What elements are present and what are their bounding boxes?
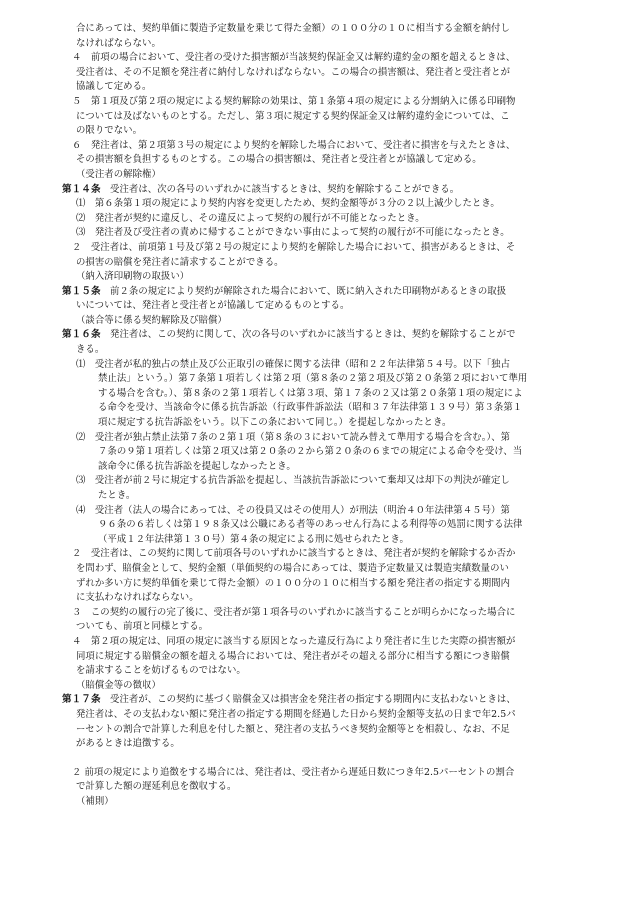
line-text: ーセントの割合で計算した利息を付した額と、発注者の支払うべき契約金額等とを相殺し、なお、不足 bbox=[76, 723, 510, 735]
text-line bbox=[62, 489, 590, 504]
text-line bbox=[62, 66, 590, 81]
line-text: で計算した額の遅延利息を徴収する。 bbox=[76, 781, 237, 793]
line-text: ６ 発注者は、第２項第３号の規定により契約を解除した場合において、受注者に損害を与えたときは、 bbox=[72, 139, 516, 151]
text-line bbox=[62, 387, 590, 402]
line-text: （賠償金等の徴収） bbox=[76, 679, 161, 691]
article-heading-line bbox=[62, 285, 590, 300]
line-text: ４ 第２項の規定は、同項の規定に該当する原因となった違反行為により発注者に生じた実際の損害額が bbox=[72, 635, 516, 647]
line-text: 合にあっては、契約単価に製造予定数量を乗じて得た金額）の１００分の１０に相当する金額を納付し bbox=[76, 23, 510, 34]
text-line bbox=[62, 533, 590, 548]
line-text: ２ 前項の規定により追徴をする場合には、発注者は、受注者から遅延日数につき年2.5パーセントの割合 bbox=[72, 766, 515, 778]
line-text: ⑴ 受注者が私的独占の禁止及び公正取引の確保に関する法律（昭和２２年法律第５４号。以下「独占 bbox=[76, 358, 511, 370]
text-line bbox=[62, 226, 590, 241]
text-line bbox=[62, 445, 590, 460]
line-text: を問わず、賠償金として、契約金額（単価契約の場合にあっては、製造予定数量又は製造実績数量のい bbox=[76, 562, 509, 574]
text-line bbox=[62, 780, 590, 795]
line-text: 受注者は、その不足額を発注者に納付しなければならない。この場合の損害額は、発注者と受注者とが bbox=[76, 66, 511, 78]
line-text: に支払わなければならない。 bbox=[76, 592, 199, 604]
line-text: 同項に規定する賠償金の額を超える場合においては、発注者がその超える部分に相当する額につき賠償 bbox=[76, 650, 510, 662]
article-number: 第１４条 bbox=[62, 183, 101, 195]
line-text: （談合等に係る契約解除及び賠償） bbox=[76, 314, 227, 326]
line-text: 受注者が、この契約に基づく賠償金又は損害金を発注者の指定する期間内に支払わないときは、 bbox=[100, 694, 516, 706]
text-line bbox=[62, 606, 590, 621]
text-line bbox=[62, 80, 590, 95]
line-text: ２ 受注者は、この契約に関して前項各号のいずれかに該当するときは、発注者が契約を解除するか否か bbox=[72, 548, 516, 560]
line-text: ９６条の６若しくは第１９８条又は公職にある者等のあっせん行為による利得等の処罰に関する法律 bbox=[98, 519, 523, 531]
line-text: の損害の賠償を発注者に請求することができる。 bbox=[76, 256, 284, 268]
text-line bbox=[62, 95, 590, 110]
line-text: があるときは追徴する。 bbox=[76, 738, 180, 750]
line-text: ついても、前項と同様とする。 bbox=[76, 621, 209, 633]
text-line bbox=[62, 37, 590, 52]
line-text: る命令を受け、当該命令に係る抗告訴訟（行政事件訴訟法（昭和３７年法律第１３９号）第３条第１ bbox=[98, 402, 523, 414]
line-text: （受注者の解除権） bbox=[76, 168, 161, 180]
text-line bbox=[62, 723, 590, 738]
line-text: きる。 bbox=[76, 344, 105, 356]
paragraph-gap bbox=[62, 752, 590, 766]
text-line bbox=[62, 577, 590, 592]
article-heading-line bbox=[62, 328, 590, 343]
text-line bbox=[62, 664, 590, 679]
text-line bbox=[62, 766, 590, 781]
text-line bbox=[62, 401, 590, 416]
text-line bbox=[62, 620, 590, 635]
line-text: ずれか多い方に契約単価を乗じて得た金額）の１００分の１０に相当する額を発注者の指定する期間内 bbox=[76, 577, 511, 589]
line-text: ５ 第１項及び第２項の規定による契約解除の効果は、第１条第４項の規定による分割納入に係る印刷物 bbox=[72, 95, 516, 107]
text-line bbox=[62, 650, 590, 665]
article-caption bbox=[62, 679, 590, 694]
text-line bbox=[62, 372, 590, 387]
article-number: 第１５条 bbox=[62, 285, 101, 297]
text-line bbox=[62, 416, 590, 431]
text-line bbox=[62, 256, 590, 271]
line-text: たとき。 bbox=[98, 490, 136, 501]
article-caption bbox=[62, 314, 590, 329]
line-text: 該命令に係る抗告訴訟を提起しなかったとき。 bbox=[98, 460, 296, 472]
text-line bbox=[62, 212, 590, 227]
text-line bbox=[62, 299, 590, 314]
text-line bbox=[62, 737, 590, 752]
text-line bbox=[62, 708, 590, 723]
text-line bbox=[62, 460, 590, 475]
line-text: を請求することを妨げるものではない。 bbox=[76, 665, 246, 677]
text-line bbox=[62, 591, 590, 606]
text-line bbox=[62, 343, 590, 358]
text-line bbox=[62, 518, 590, 533]
line-text: ⑷ 受注者（法人の場合にあっては、その役員又はその使用人）が刑法（明治４０年法律第４５号）第 bbox=[76, 504, 510, 516]
text-line bbox=[62, 110, 590, 125]
text-line bbox=[62, 562, 590, 577]
line-text: その損害額を負担するものとする。この場合の損害額は、発注者と受注者とが協議して定める。 bbox=[76, 154, 482, 166]
text-line bbox=[62, 474, 590, 489]
text-line bbox=[62, 153, 590, 168]
line-text: （補則） bbox=[76, 795, 114, 807]
article-caption bbox=[62, 795, 590, 810]
article-caption bbox=[62, 270, 590, 285]
line-text: ２ 受注者は、前項第１号及び第２号の規定により契約を解除した場合において、損害があるときは、そ bbox=[72, 241, 516, 253]
line-text: の限りでない。 bbox=[76, 125, 143, 137]
article-number: 第１７条 bbox=[62, 694, 101, 706]
text-line bbox=[62, 504, 590, 519]
line-text: ３ この契約の履行の完了後に、受注者が第１項各号のいずれかに該当することが明らかになった場合に bbox=[72, 606, 516, 618]
line-text: ⑶ 受注者が前２号に規定する抗告訴訟を提起し、当該抗告訴訟について棄却又は却下の判決が確定し bbox=[76, 475, 510, 487]
text-line bbox=[62, 358, 590, 373]
line-text: ⑶ 発注者及び受注者の責めに帰することができない事由によって契約の履行が不可能になったとき。 bbox=[76, 227, 510, 239]
text-line bbox=[62, 197, 590, 212]
line-text: 発注者は、その支払わない額に発注者の指定する期間を経過した日から契約金額等支払の日まで年2.5パ bbox=[76, 708, 516, 720]
text-line bbox=[62, 241, 590, 256]
line-text: ⑵ 受注者が独占禁止法第７条の２第１項（第８条の３において読み替えて準用する場合を含む。）、第 bbox=[76, 431, 511, 443]
line-text: （平成１２年法律第１３０号）第４条の規定による刑に処せられたとき。 bbox=[98, 533, 409, 545]
line-text: ７条の９第１項若しくは第２項又は第２０条の２から第２０条の６までの規定による命令を受け、当 bbox=[98, 446, 523, 458]
text-line bbox=[62, 635, 590, 650]
article-heading-line bbox=[62, 693, 590, 708]
line-text: ⑴ 第６条第１項の規定により契約内容を変更したため、契約金額等が３分の２以上減少したとき。 bbox=[76, 198, 500, 210]
line-text: ４ 前項の場合において、受注者の受けた損害額が当該契約保証金又は解約違約金の額を超えるときは、 bbox=[72, 52, 516, 64]
line-text: なければならない。 bbox=[76, 37, 161, 49]
line-text: 協議して定める。 bbox=[76, 81, 152, 93]
text-line bbox=[62, 547, 590, 562]
line-text: については及ばないものとする。ただし、第３項に規定する契約保証金又は解約違約金については、こ bbox=[76, 110, 510, 122]
line-text: 受注者は、次の各号のいずれかに該当するときは、契約を解除することができる。 bbox=[100, 183, 460, 195]
line-text: 発注者は、この契約に関して、次の各号のいずれかに該当するときは、契約を解除することがで bbox=[100, 329, 516, 341]
line-text: 禁止法」という。）第７条第１項若しくは第２項（第８条の２第２項及び第２０条第２項において準用 bbox=[98, 373, 528, 385]
line-text: 前２条の規定により契約が解除された場合において、既に納入された印刷物があるときの取扱 bbox=[100, 285, 507, 297]
line-text: ⑵ 発注者が契約に違反し、その違反によって契約の履行が不可能となったとき。 bbox=[76, 212, 425, 224]
line-text: いについては、発注者と受注者とが協議して定めるものとする。 bbox=[76, 300, 350, 312]
text-line bbox=[62, 124, 590, 139]
article-number: 第１６条 bbox=[62, 329, 101, 341]
line-text: 項に規定する抗告訴訟をいう。以下この条において同じ。）を提起しなかったとき。 bbox=[98, 417, 452, 429]
text-line bbox=[62, 51, 590, 66]
text-line bbox=[62, 139, 590, 154]
text-line bbox=[62, 22, 590, 37]
text-line bbox=[62, 431, 590, 446]
line-text: する場合を含む。）、第８条の２第１項若しくは第３項、第１７条の２又は第２０条第１項の規定によ bbox=[98, 387, 523, 399]
line-text: （納入済印刷物の取扱い） bbox=[76, 271, 190, 283]
article-heading-line bbox=[62, 183, 590, 198]
article-caption bbox=[62, 168, 590, 183]
